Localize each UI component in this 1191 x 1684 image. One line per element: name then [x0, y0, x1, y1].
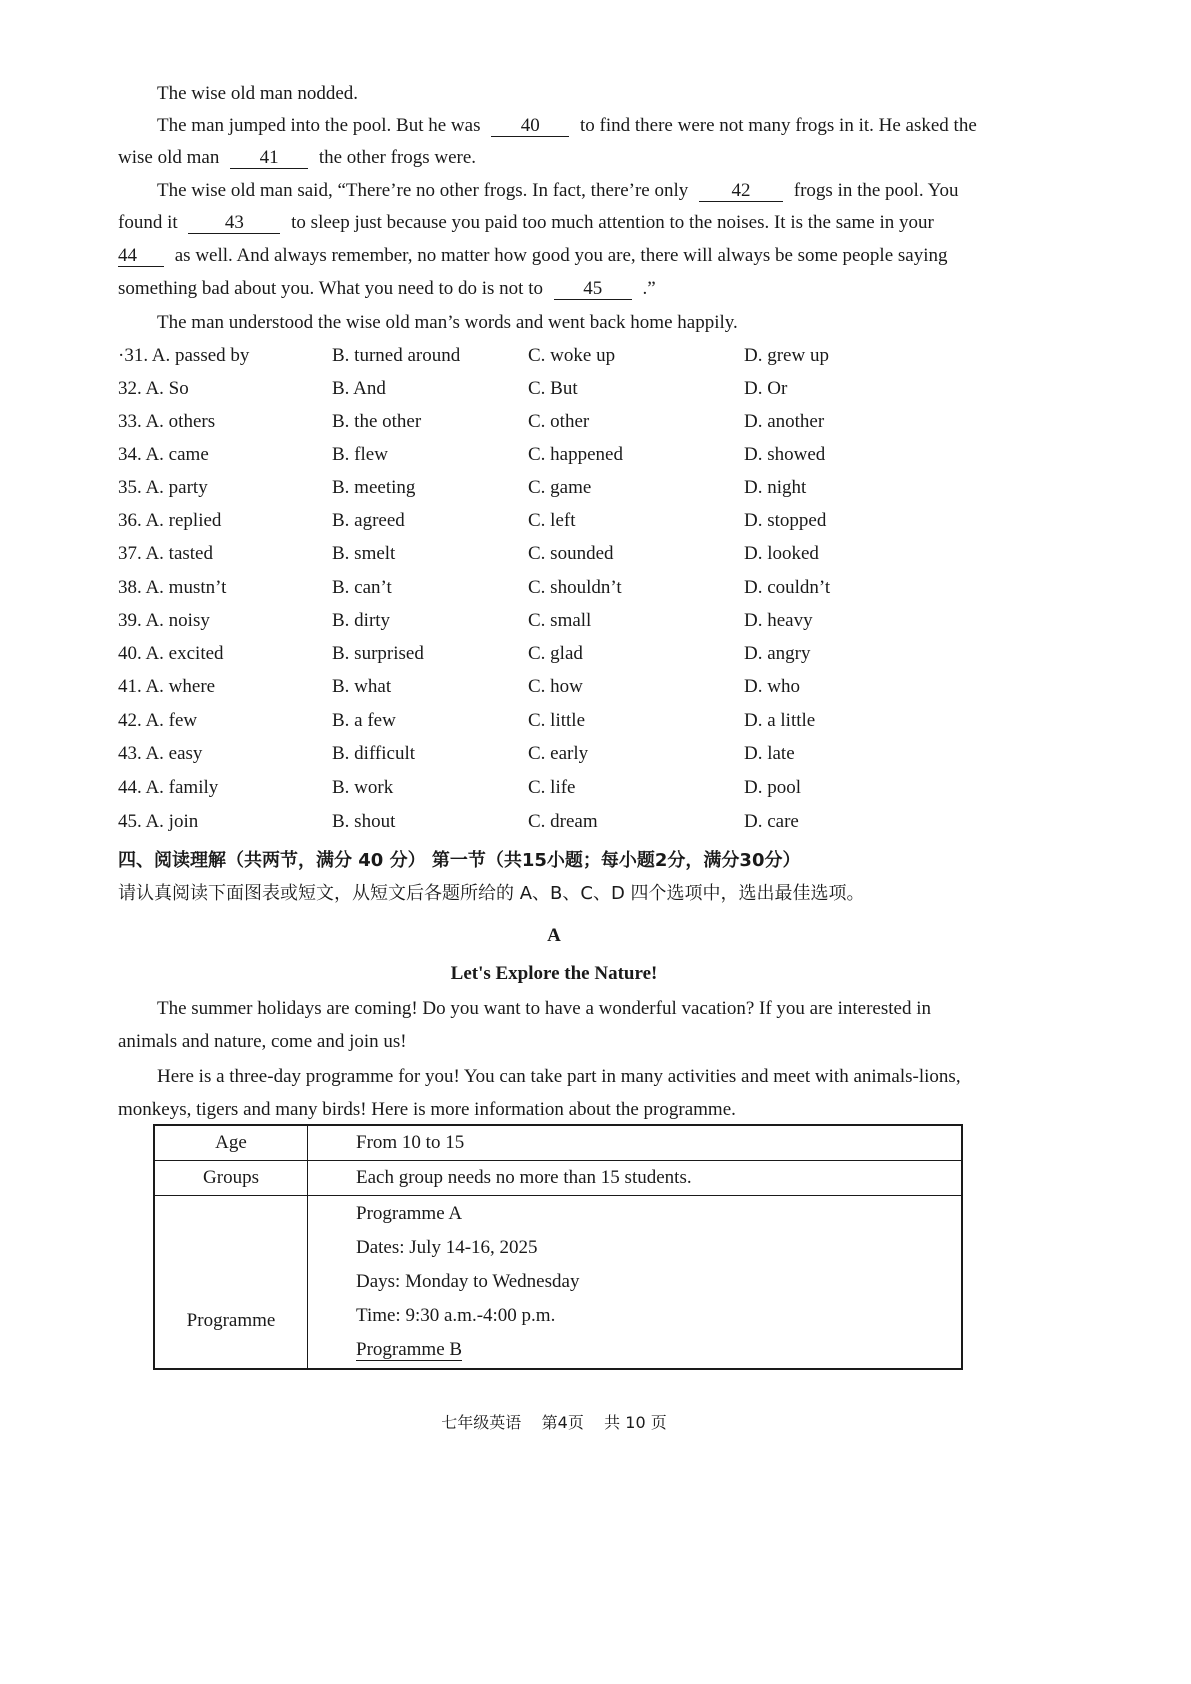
passage-line	[118, 277, 656, 301]
option-c: C. woke up	[528, 345, 616, 366]
option-c: C. left	[528, 510, 576, 531]
programme-details	[308, 1195, 963, 1369]
option-c: C. little	[528, 710, 585, 731]
option-c: C. small	[528, 610, 592, 631]
passage-text: to sleep just because you paid too much attention to the noises. It is the same in your	[291, 212, 934, 233]
option-row	[118, 675, 1018, 699]
option-c: C. glad	[528, 643, 583, 664]
option-d: D. night	[744, 477, 807, 498]
footer-subject: 七年级英语	[441, 1413, 522, 1432]
blank-45: 45	[554, 279, 632, 300]
passage-text: .”	[642, 278, 656, 299]
passage-line: The summer holidays are coming! Do you want to have a wonderful vacation? If you are interested in	[157, 998, 931, 1019]
option-b: B. dirty	[332, 610, 391, 631]
option-a: 42. A. few	[118, 710, 198, 731]
programme-line: Time: 9:30 a.m.-4:00 p.m.	[356, 1304, 556, 1326]
programme-line: Days: Monday to Wednesday	[356, 1270, 580, 1292]
option-row	[118, 443, 1018, 467]
passage-text: something bad about you. What you need to do is not to	[118, 278, 543, 299]
option-row	[118, 642, 1018, 666]
option-d: D. pool	[744, 777, 801, 798]
option-d: D. another	[744, 411, 825, 432]
section-instruction: 请认真阅读下面图表或短文，从短文后各题所给的 A、B、C、D 四个选项中，选出最佳选项。	[118, 883, 865, 904]
option-b: B. flew	[332, 444, 388, 465]
option-d: D. late	[744, 743, 795, 764]
option-d: D. couldn’t	[744, 577, 831, 598]
programme-label: Programme	[154, 1195, 308, 1369]
option-b: B. a few	[332, 710, 396, 731]
option-b: B. difficult	[332, 743, 416, 764]
option-a: 41. A. where	[118, 676, 216, 697]
option-a: 33. A. others	[118, 411, 216, 432]
passage-line	[157, 311, 738, 335]
option-b: B. surprised	[332, 643, 424, 664]
passage-line: monkeys, tigers and many birds! Here is more information about the programme.	[118, 1099, 736, 1120]
option-row	[118, 410, 1018, 434]
option-c: C. sounded	[528, 543, 614, 564]
option-c: C. life	[528, 777, 576, 798]
option-row	[118, 776, 1018, 800]
passage-text: as well. And always remember, no matter how good you are, there will always be some people saying	[174, 245, 948, 266]
option-a: 44. A. family	[118, 777, 219, 798]
passage-text: wise old man	[118, 147, 220, 168]
groups-value: Each group needs no more than 15 students.	[308, 1160, 963, 1195]
option-row	[118, 810, 1018, 834]
option-a: 40. A. excited	[118, 643, 224, 664]
option-a: 34. A. came	[118, 444, 209, 465]
blank-41: 41	[230, 148, 308, 169]
option-b: B. And	[332, 378, 386, 399]
passage-title: Let's Explore the Nature!	[450, 963, 658, 984]
blank-44: 44	[118, 246, 164, 267]
option-row	[118, 709, 1018, 733]
option-d: D. who	[744, 676, 800, 697]
passage-line	[118, 244, 948, 268]
passage-text: the other frogs were.	[318, 147, 477, 168]
blank-42: 42	[699, 181, 783, 202]
passage-line	[157, 82, 358, 106]
option-b: B. smelt	[332, 543, 396, 564]
option-row	[118, 377, 1018, 401]
option-b: B. what	[332, 676, 392, 697]
passage-line	[157, 114, 977, 138]
table-row	[154, 1125, 962, 1160]
passage-line: animals and nature, come and join us!	[118, 1031, 407, 1052]
option-d: D. heavy	[744, 610, 813, 631]
groups-label: Groups	[154, 1160, 308, 1195]
programme-line	[356, 1333, 960, 1367]
option-b: B. the other	[332, 411, 422, 432]
option-d: D. stopped	[744, 510, 827, 531]
programme-line: Dates: July 14-16, 2025	[356, 1236, 538, 1258]
option-d: D. care	[744, 811, 799, 832]
option-a: 35. A. party	[118, 477, 208, 498]
passage-text: The wise old man nodded.	[157, 83, 359, 104]
section-heading: 四、阅读理解（共两节，满分 40 分） 第一节（共15小题；每小题2分，满分30分）	[118, 850, 801, 871]
blank-43: 43	[188, 213, 280, 234]
option-d: D. grew up	[744, 345, 829, 366]
option-b: B. turned around	[332, 345, 461, 366]
page-footer	[0, 1410, 1108, 1433]
option-row	[118, 476, 1018, 500]
option-row	[118, 542, 1018, 566]
passage-line	[118, 211, 934, 235]
option-a: 39. A. noisy	[118, 610, 210, 631]
option-a: 45. A. join	[118, 811, 199, 832]
option-a: ·31. A. passed by	[118, 345, 250, 366]
age-value: From 10 to 15	[308, 1125, 963, 1160]
passage-text: The wise old man said, “There’re no other frogs. In fact, there’re only	[157, 180, 689, 201]
programme-table	[153, 1124, 963, 1370]
option-d: D. angry	[744, 643, 811, 664]
option-d: D. a little	[744, 710, 816, 731]
option-a: 32. A. So	[118, 378, 189, 399]
footer-page: 第4页	[541, 1413, 584, 1432]
option-c: C. dream	[528, 811, 598, 832]
option-c: C. happened	[528, 444, 623, 465]
option-c: C. other	[528, 411, 590, 432]
footer-total: 共 10 页	[604, 1413, 667, 1432]
option-c: C. But	[528, 378, 578, 399]
option-a: 36. A. replied	[118, 510, 222, 531]
option-b: B. agreed	[332, 510, 405, 531]
option-d: D. showed	[744, 444, 826, 465]
option-a: 38. A. mustn’t	[118, 577, 227, 598]
option-row	[118, 742, 1018, 766]
passage-text: to find there were not many frogs in it. He asked the	[579, 115, 977, 136]
option-b: B. work	[332, 777, 394, 798]
passage-line	[157, 179, 958, 203]
option-b: B. shout	[332, 811, 396, 832]
table-row	[154, 1195, 962, 1369]
blank-40: 40	[491, 116, 569, 137]
passage-line: Here is a three-day programme for you! You can take part in many activities and meet with animals-lions,	[157, 1066, 961, 1087]
passage-text: frogs in the pool. You	[793, 180, 959, 201]
option-a: 37. A. tasted	[118, 543, 213, 564]
option-row	[118, 576, 1018, 600]
passage-text: The man understood the wise old man’s words and went back home happily.	[157, 312, 738, 333]
option-a: 43. A. easy	[118, 743, 203, 764]
option-c: C. early	[528, 743, 589, 764]
option-row	[118, 509, 1018, 533]
part-letter: A	[547, 925, 561, 946]
programme-line: Programme A	[356, 1202, 463, 1224]
option-c: C. shouldn’t	[528, 577, 622, 598]
option-b: B. can’t	[332, 577, 392, 598]
age-label: Age	[154, 1125, 308, 1160]
option-row	[118, 344, 1018, 368]
option-c: C. game	[528, 477, 592, 498]
table-row	[154, 1160, 962, 1195]
programme-b-title: Programme B	[356, 1338, 463, 1360]
option-c: C. how	[528, 676, 583, 697]
option-row	[118, 609, 1018, 633]
option-d: D. Or	[744, 378, 788, 399]
option-b: B. meeting	[332, 477, 416, 498]
option-d: D. looked	[744, 543, 819, 564]
passage-text: The man jumped into the pool. But he was	[157, 115, 481, 136]
passage-line	[118, 146, 476, 170]
passage-text: found it	[118, 212, 178, 233]
